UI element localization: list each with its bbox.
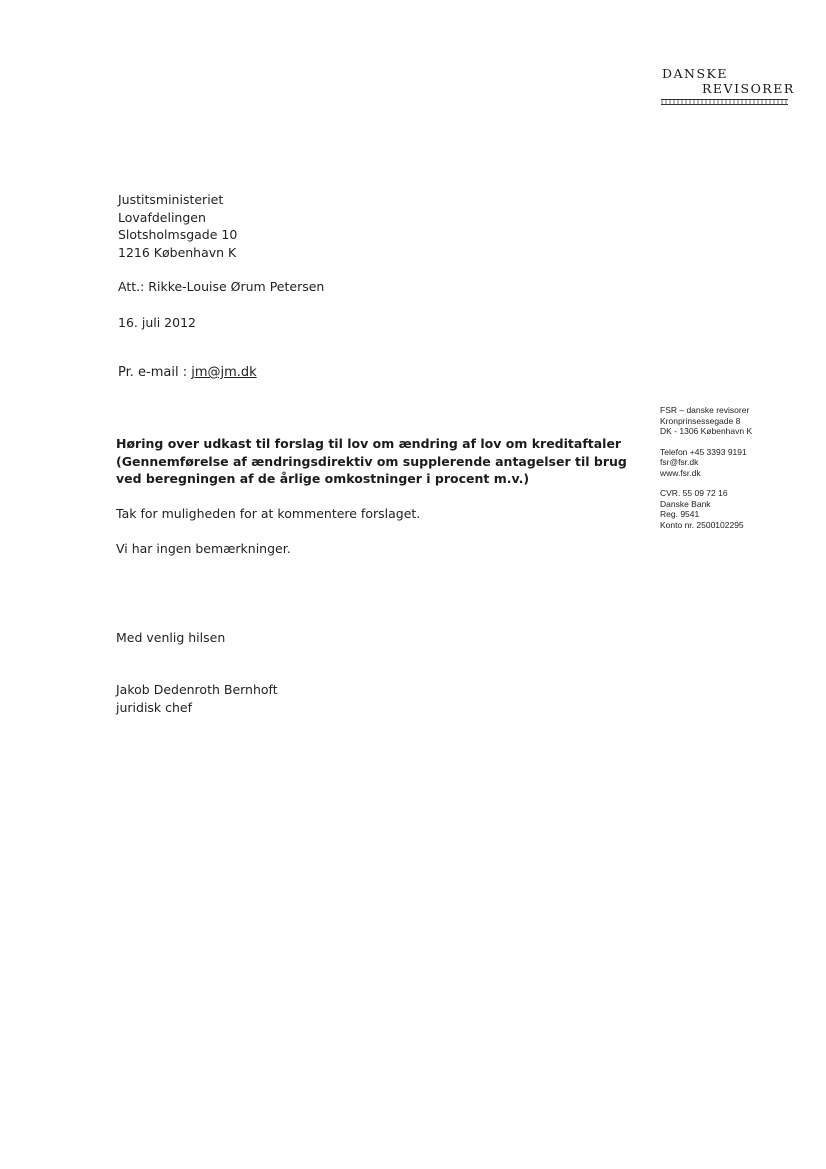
recipient-line: Slotsholmsgade 10 — [118, 227, 238, 242]
danske-revisorer-logo — [660, 66, 795, 106]
recipient-address — [118, 191, 237, 261]
body-no-comments: Vi har ingen bemærkninger. — [116, 541, 291, 556]
sender-reg: Reg. 9541 — [660, 509, 700, 519]
signature-title: juridisk chef — [116, 699, 193, 715]
signature-name: Jakob Dedenroth Bernhoft — [116, 682, 278, 697]
recipient-line: 1216 København K — [118, 244, 237, 260]
logo-text-danske: DANSKE — [662, 66, 729, 81]
sender-bank: Danske Bank — [660, 498, 711, 509]
sender-info — [660, 405, 752, 530]
sender-email: fsr@fsr.dk — [660, 457, 699, 467]
sender-phone: Telefon +45 3393 9191 — [660, 446, 747, 457]
recipient-line: Lovafdelingen — [118, 209, 206, 225]
recipient-line: Justitsministeriet — [118, 192, 224, 207]
logo-rule — [661, 99, 788, 105]
sender-website: www.fsr.dk — [660, 467, 701, 478]
sender-account: Konto nr. 2500102295 — [660, 519, 744, 530]
attention-line: Att.: Rikke-Louise Ørum Petersen — [118, 279, 325, 294]
logo-text-revisorer: REVISORER — [702, 81, 795, 96]
letter-date: 16. juli 2012 — [118, 315, 196, 330]
email-prefix: Pr. e-mail : — [118, 365, 192, 380]
subject-line: Høring over udkast til forslag til lov om ændring af lov om kreditaftaler — [116, 436, 622, 451]
sender-org: FSR – danske revisorer — [660, 405, 750, 415]
subject-line: ved beregningen af de årlige omkostninger i procent m.v.) — [116, 471, 530, 486]
subject-line: (Gennemførelse af ændringsdirektiv om supplerende antagelser til brug — [116, 453, 627, 469]
signature-block — [116, 681, 278, 716]
letter-subject — [116, 435, 627, 488]
sender-cvr: CVR. 55 09 72 16 — [660, 488, 728, 498]
email-line — [118, 364, 257, 382]
email-link[interactable]: jm@jm.dk — [191, 365, 257, 380]
closing: Med venlig hilsen — [116, 630, 226, 645]
sender-street: Kronprinsessegade 8 — [660, 415, 741, 426]
body-thanks: Tak for muligheden for at kommentere forslaget. — [116, 506, 421, 521]
sender-city: DK - 1306 København K — [660, 426, 753, 436]
